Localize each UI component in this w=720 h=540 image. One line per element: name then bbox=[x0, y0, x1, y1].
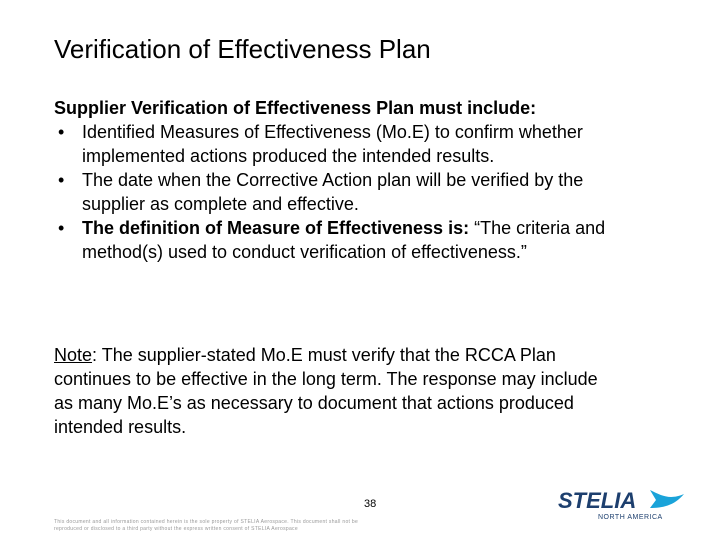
bullet-line: method(s) used to conduct verification of effectiveness.” bbox=[82, 242, 527, 262]
bullet-line: Identified Measures of Effectiveness (Mo.E) to confirm whether bbox=[82, 122, 583, 142]
logo-swoosh-icon bbox=[650, 490, 684, 508]
intro-text: Supplier Verification of Effectiveness Plan must include: bbox=[54, 98, 537, 118]
bullet-item bbox=[54, 216, 694, 264]
logo-name: STELIA bbox=[558, 488, 637, 513]
bullet-line: implemented actions produced the intended results. bbox=[82, 146, 495, 166]
legal-notice bbox=[54, 519, 394, 533]
bullet-marker: • bbox=[58, 122, 65, 142]
definition-text: “The criteria and bbox=[469, 218, 606, 238]
bullet-marker: • bbox=[58, 170, 65, 190]
legal-line: This document and all information contained herein is the sole property of STELIA Aerospace. This document shall not be bbox=[54, 519, 359, 525]
bullet-line: supplier as complete and effective. bbox=[82, 194, 359, 214]
note-text: : The supplier-stated Mo.E must verify that the RCCA Plan bbox=[92, 345, 556, 365]
stelia-logo bbox=[558, 486, 686, 522]
note-label: Note bbox=[54, 345, 93, 365]
note-line bbox=[54, 343, 704, 367]
bullet-item bbox=[54, 168, 694, 216]
bullet-item bbox=[54, 120, 694, 168]
note-block bbox=[54, 343, 704, 439]
slide-body bbox=[54, 96, 694, 264]
bullet-marker: • bbox=[58, 218, 65, 238]
definition-label: The definition of Measure of Effectiveness is: bbox=[82, 218, 470, 238]
page-number: 38 bbox=[364, 498, 377, 510]
bullet-line bbox=[82, 216, 694, 240]
note-line: as many Mo.E’s as necessary to document that actions produced bbox=[54, 393, 574, 413]
legal-line: reproduced or disclosed to a third party without the express written consent of STELIA Aerospace bbox=[54, 526, 298, 532]
note-line: intended results. bbox=[54, 417, 187, 437]
logo-subtitle: NORTH AMERICA bbox=[598, 514, 663, 521]
slide-title: Verification of Effectiveness Plan bbox=[54, 34, 431, 64]
bullet-line: The date when the Corrective Action plan will be verified by the bbox=[82, 170, 584, 190]
note-line: continues to be effective in the long term. The response may include bbox=[54, 369, 598, 389]
